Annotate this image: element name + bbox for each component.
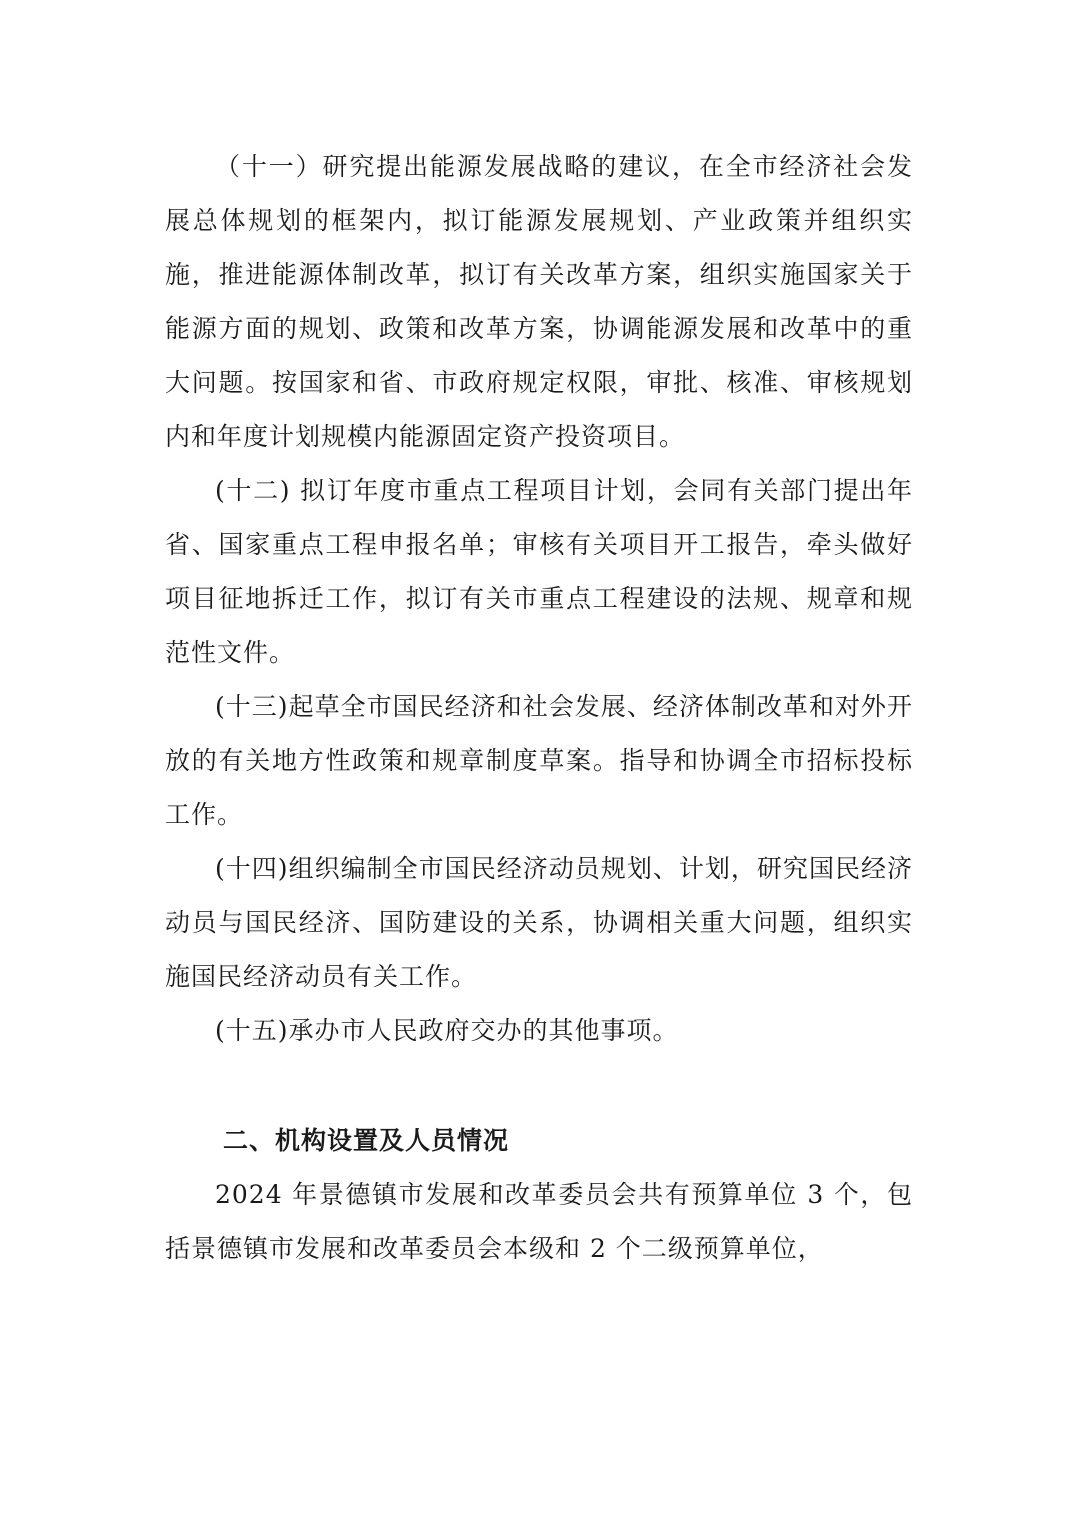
section-paragraph: 2024 年景德镇市发展和改革委员会共有预算单位 3 个，包括景德镇市发展和改革委员会本级和 2 个二级预算单位， bbox=[165, 1180, 913, 1263]
paragraph-item-15: (十五)承办市人民政府交办的其他事项。 bbox=[215, 1016, 679, 1045]
section-heading: 二、机构设置及人员情况 bbox=[223, 1126, 510, 1155]
paragraph-item-13: (十三)起草全市国民经济和社会发展、经济体制改革和对外开放的有关地方性政策和规章制度草案。指导和协调全市招标投标工作。 bbox=[165, 692, 913, 829]
paragraph-item-11: （十一）研究提出能源发展战略的建议，在全市经济社会发展总体规划的框架内，拟订能源发展规划、产业政策并组织实施，推进能源体制改革，拟订有关改革方案，组织实施国家关于能源方面的规划、政策和改革方案，协调能源发展和改革中的重大问题。按国家和省、市政府规定权限，审批、核准、审核规划内和年度计划规模内能源固定资产投资项目。 bbox=[165, 152, 913, 451]
paragraph-item-14: (十四)组织编制全市国民经济动员规划、计划，研究国民经济动员与国民经济、国防建设的关系，协调相关重大问题，组织实施国民经济动员有关工作。 bbox=[165, 854, 913, 991]
document-body bbox=[165, 140, 913, 1276]
paragraph-item-12: (十二) 拟订年度市重点工程项目计划，会同有关部门提出年省、国家重点工程申报名单；审核有关项目开工报告，牵头做好项目征地拆迁工作，拟订有关市重点工程建设的法规、规章和规范性文件。 bbox=[165, 476, 913, 667]
